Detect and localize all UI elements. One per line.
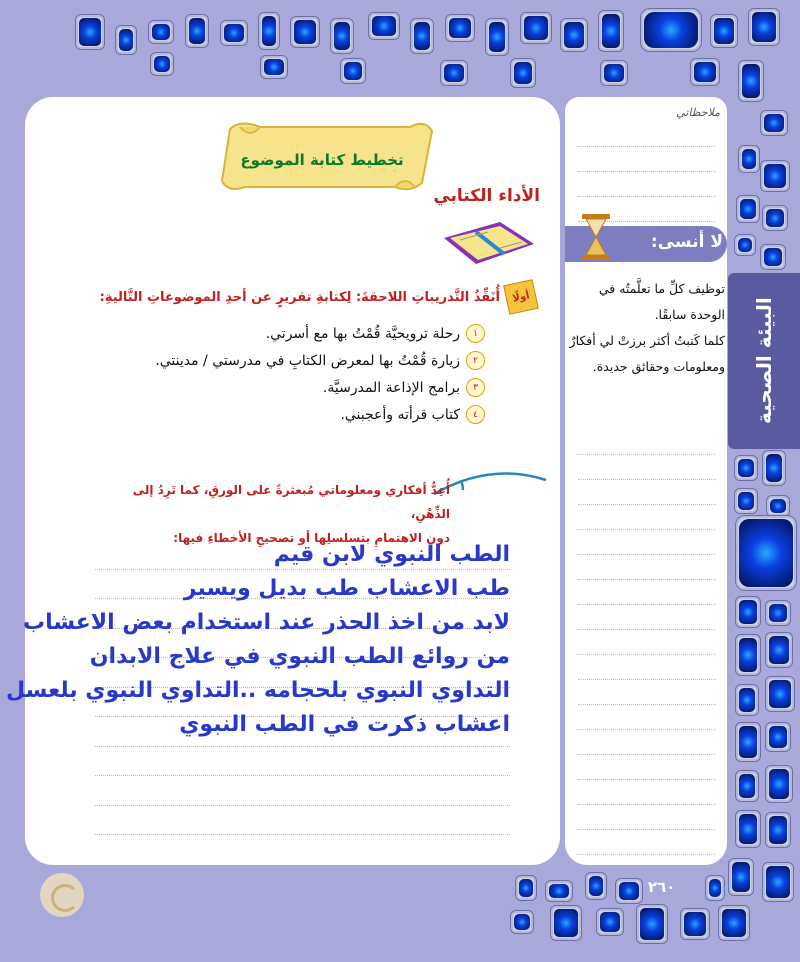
reminder-text (567, 276, 725, 380)
item-text: كتاب قرأته وأعجبني. (340, 406, 460, 423)
notebook-icon (440, 218, 538, 268)
section-title: الأداء الكتابي (433, 186, 540, 206)
reminder-paragraph-2: كلما كَتبتُ أكثر برزتْ لي أفكارٌ ومعلومات وحقائق جديدة. (569, 333, 725, 374)
page-title: تخطيط كتابة الموضوع (240, 151, 404, 169)
step-number: ١ (458, 478, 467, 494)
page-number: ٢٦٠ (648, 878, 676, 896)
answer-line[interactable]: من روائع الطب النبوي في علاج الابدان (89, 644, 510, 669)
item-number: ٢ (466, 351, 485, 370)
item-number: ٣ (466, 378, 485, 397)
item-text: زيارة قُمْتُ بها لمعرض الكتابِ في مدرستي / مدينتي. (155, 352, 460, 369)
student-answers[interactable] (5, 538, 510, 742)
step-line-2: دون الاهتمامِ بتسلسلِها أو تصحيحِ الأخطاءِ فيها: (173, 531, 450, 545)
item-text: رحلة ترويحيَّة قُمْتُ بها مع أسرتي. (265, 325, 460, 342)
notes-ruled-lines-lower (578, 430, 716, 855)
list-item (140, 347, 485, 374)
answer-line[interactable]: طب الاعشاب طب بديل ويسير (183, 576, 510, 601)
publisher-logo-icon (40, 873, 84, 917)
answer-line[interactable]: اعشاب ذكرت في الطب النبوي (179, 712, 510, 737)
item-number: ١ (466, 324, 485, 343)
list-item (140, 320, 485, 347)
step-line-1: أُعِدُّ أفكاري ومعلوماتي مُبعثرةً على الورقِ، كما تَرِدُ إلى الذِّهْنِ، (132, 483, 450, 521)
list-item (140, 401, 485, 428)
item-number: ٤ (466, 405, 485, 424)
item-text: برامج الإذاعة المدرسيَّة. (322, 379, 460, 396)
reminder-paragraph-1: توظيف كلِّ ما تعلَّمتُه في الوحدة سابقًا. (598, 281, 725, 322)
answer-line[interactable]: التداوي النبوي بلحجامه ..التداوي النبوي بلعسل (5, 678, 510, 703)
reminder-title: لا أنسى: (650, 232, 723, 252)
notes-title: ملاحظاتي (676, 106, 720, 119)
unit-label: البيئة الصحية (752, 297, 776, 425)
instruction-text: أُنَفِّذُ التَّدريباتِ اللاحقةَ: لِكتابةِ تقريرٍ عن أحدِ الموضوعاتِ التَّاليةِ: (99, 290, 500, 305)
answer-line[interactable]: الطب النبوي لابن قيم (273, 542, 510, 567)
first-badge: أولًا (503, 279, 539, 315)
list-item (140, 374, 485, 401)
notes-ruled-lines (578, 122, 716, 222)
hourglass-icon (578, 212, 614, 262)
answer-line[interactable]: لابد من اخذ الحذر عند استخدام بعض الاعشاب (22, 610, 510, 635)
topic-list (140, 320, 485, 428)
